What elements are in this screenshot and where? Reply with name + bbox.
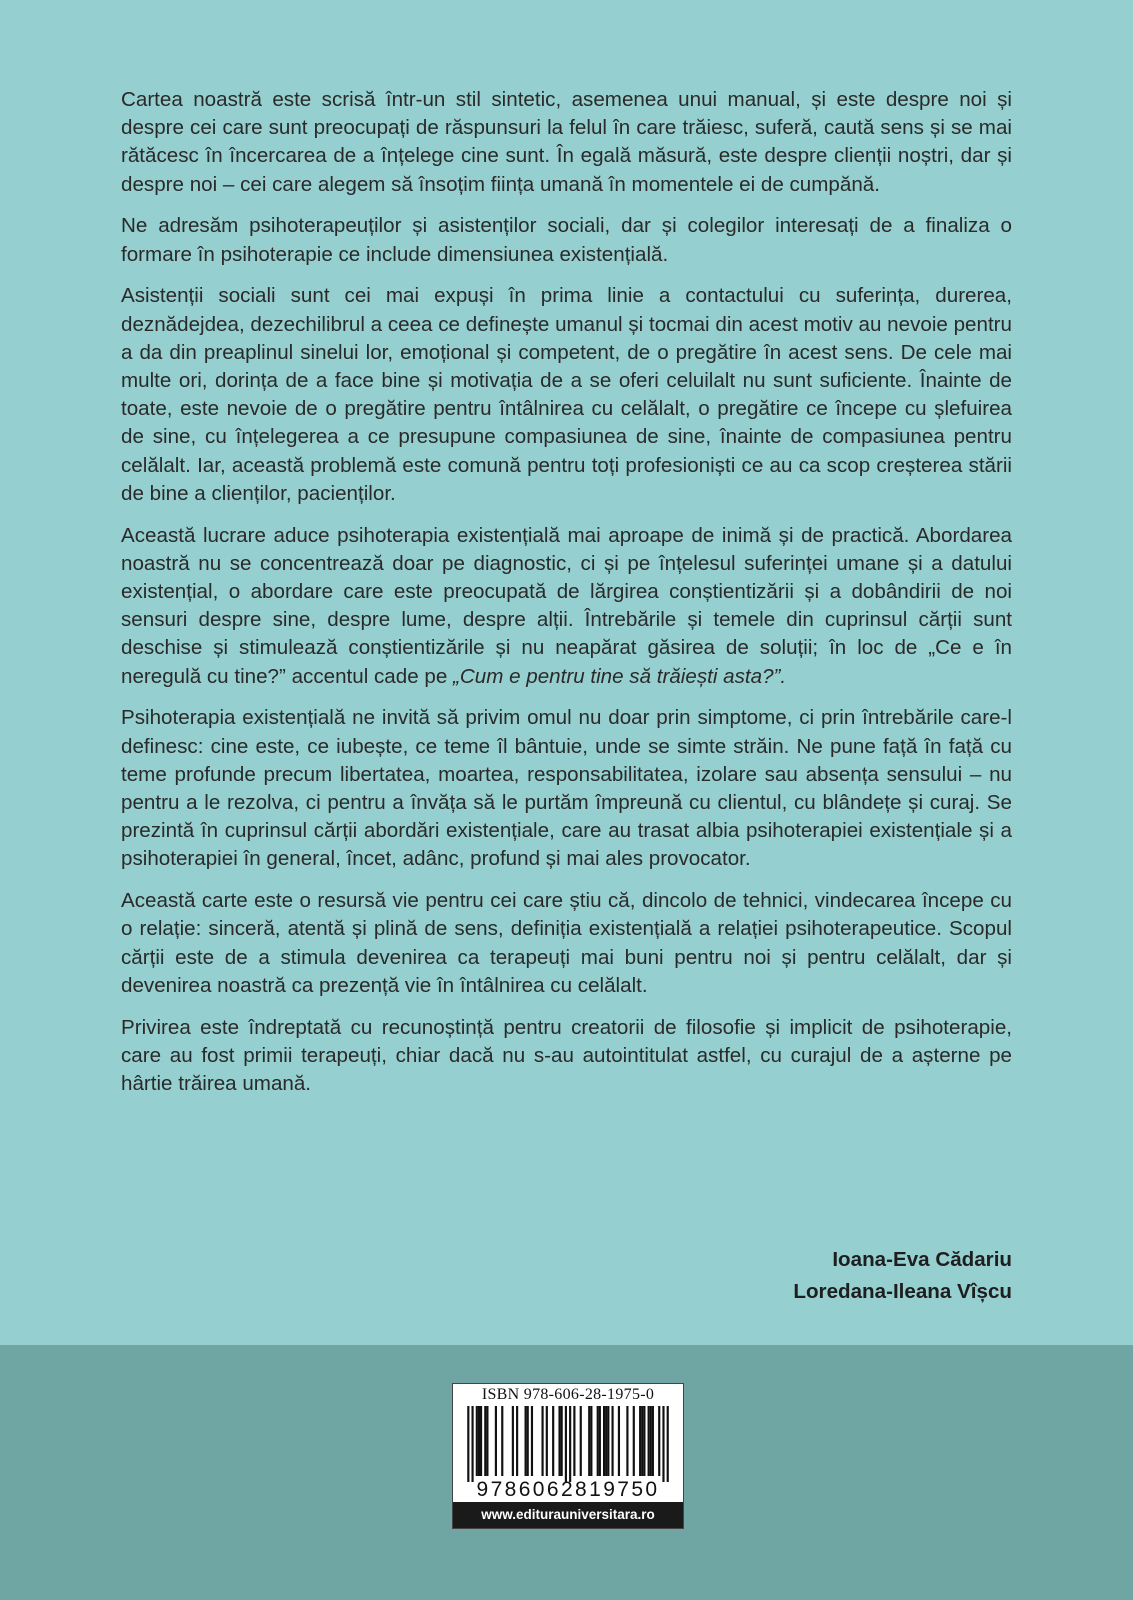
- italic-quote: „Cum e pentru tine să trăiești asta?”.: [453, 664, 787, 688]
- barcode-bar: [658, 1406, 660, 1476]
- barcode-bar: [603, 1406, 605, 1476]
- barcode-bar: [667, 1406, 669, 1482]
- barcode-bar: [525, 1406, 527, 1476]
- barcode-bar: [480, 1406, 482, 1476]
- authors: [793, 1244, 1012, 1308]
- barcode-bar: [588, 1406, 590, 1476]
- barcode-bar: [471, 1406, 473, 1482]
- paragraph-4: [121, 522, 1012, 691]
- paragraph-5: Psihoterapia existențială ne invită să privim omul nu doar prin simptome, ci prin întrebările care-l definesc: cine este, ce iubește, ce teme îl bântuie, unde se simte străin. Ne pune față în față cu teme profunde precum libertatea, moartea, responsabilitatea, izolare sau absența sensului – nu pentru a le rezolva, ci pentru a învăța să le purtăm împreună cu clientul, cu blândețe și curaj. Se prezintă în cuprinsul cărții abordări existențiale, care au trasat albia psihoterapiei existențiale și a psihoterapiei în general, încet, adânc, profund și mai ales provocator.: [121, 706, 1012, 871]
- isbn-label: ISBN 978-606-28-1975-0: [481, 1386, 655, 1403]
- barcode-bar: [626, 1406, 628, 1476]
- barcode-bar: [512, 1406, 514, 1476]
- barcode-bar: [569, 1406, 571, 1482]
- paragraph-6: Această carte este o resursă vie pentru cei care știu că, dincolo de tehnici, vindecarea începe cu o relație: sinceră, atentă și plină de sens, definiția existențială a relației psihoterapeutice. Scopul cărții este de a stimula devenirea ca terapeuți mai buni pentru noi și pentru celălalt, dar și devenirea noastră ca prezență vie în întâlnirea cu celălalt.: [121, 889, 1012, 997]
- author-2: Loredana-Ileana Vîșcu: [793, 1280, 1012, 1303]
- barcode-bar: [607, 1406, 609, 1476]
- barcode-icon: [463, 1406, 673, 1482]
- paragraph-2: Ne adresăm psihoterapeuților și asistenților sociali, dar și colegilor interesați de a finaliza o formare în psihoterapie ce include dimensiunea existențială.: [121, 214, 1012, 266]
- barcode-bar: [558, 1406, 560, 1476]
- barcode-bar: [484, 1406, 486, 1476]
- barcode-bar: [618, 1406, 620, 1476]
- barcode-bar: [467, 1406, 469, 1482]
- barcode-bar: [565, 1406, 567, 1482]
- paragraph-1: Cartea noastră este scrisă într-un stil sintetic, asemenea unui manual, și este despre noi și despre cei care sunt preocupați de răspunsuri la felul în care trăiesc, suferă, caută sens și se mai rătăcesc în încercarea de a înțelege cine sunt. În egală măsură, este despre clienții noștri, dar și despre noi – cei care alegem să însoțim ființa umană în momentele ei de cumpănă.: [121, 88, 1012, 196]
- paragraph-7: Privirea este îndreptată cu recunoștință pentru creatorii de filosofie și implicit de psihoterapie, care au fost primii terapeuți, chiar dacă nu s-au autointitulat astfel, cu curajul de a așterne pe hârtie trăirea umană.: [121, 1015, 1012, 1096]
- barcode-bar: [486, 1406, 488, 1476]
- barcode-bar: [643, 1406, 645, 1476]
- paragraph-4-text: Această lucrare aduce psihoterapia existențială mai aproape de inimă și de practică. Abordarea noastră nu se concentrează doar pe diagnostic, ci și pe înțelesul suferinței umane și a datului existențial, o abordare care este preocupată de lărgirea conștientizării și a dobândirii de noi sensuri despre sine, despre lume, despre alții. Întrebările și temele din cuprinsul cărții sunt deschise și stimulează conștientizările și nu neapărat găsirea de soluții; în loc de „Ce e în neregulă cu tine?” accentul cade pe: [121, 523, 1012, 688]
- barcode-box: [452, 1383, 684, 1529]
- barcode-bar: [652, 1406, 654, 1476]
- barcode-bar: [662, 1406, 664, 1482]
- barcode-bar: [648, 1406, 650, 1476]
- barcode-bar: [527, 1406, 529, 1476]
- barcode-bar: [541, 1406, 543, 1476]
- author-1: Ioana-Eva Cădariu: [832, 1248, 1012, 1271]
- barcode-bar: [573, 1406, 575, 1476]
- barcode-bar: [611, 1406, 613, 1476]
- barcode-bar: [476, 1406, 478, 1476]
- barcode-bar: [501, 1406, 503, 1476]
- barcode-bar: [561, 1406, 563, 1476]
- barcode-bar: [597, 1406, 599, 1476]
- barcode-bar: [641, 1406, 643, 1476]
- barcode-bar: [516, 1406, 518, 1476]
- barcode-bar: [478, 1406, 480, 1476]
- barcode-digits: 9786062819750: [476, 1478, 660, 1501]
- barcode-bar: [605, 1406, 607, 1476]
- barcode-bar: [495, 1406, 497, 1476]
- barcode-bar: [633, 1406, 635, 1476]
- back-cover-text: [121, 86, 1012, 1112]
- barcode-bar: [599, 1406, 601, 1476]
- barcode-bar: [552, 1406, 554, 1476]
- barcode-bar: [531, 1406, 533, 1476]
- paragraph-3: Asistenții sociali sunt cei mai expuși în prima linie a contactului cu suferința, durerea, deznădejdea, dezechilibrul a ceea ce definește umanul și tocmai din acest motiv au nevoie pentru a da din preaplinul sinelui lor, emoțional și competent, de o pregătire în acest sens. De cele mai multe ori, dorința de a face bine și motivația de a se oferi celuilalt nu sunt suficiente. Înainte de toate, este nevoie de o pregătire pentru întâlnirea cu celălalt, o pregătire ce începe cu șlefuirea de sine, cu înțelegerea a ce presupune compasiunea de sine, înainte de compasiunea pentru celălalt. Iar, această problemă este comună pentru toți profesioniști ce au ca scop creșterea stării de bine a clienților, pacienților.: [121, 284, 1012, 505]
- barcode-bar: [650, 1406, 652, 1476]
- barcode-bar: [580, 1406, 582, 1476]
- barcode-bar: [546, 1406, 548, 1476]
- barcode-bar: [639, 1406, 641, 1476]
- barcode-bar: [590, 1406, 592, 1476]
- publisher-url: www.editurauniversitara.ro: [453, 1502, 683, 1528]
